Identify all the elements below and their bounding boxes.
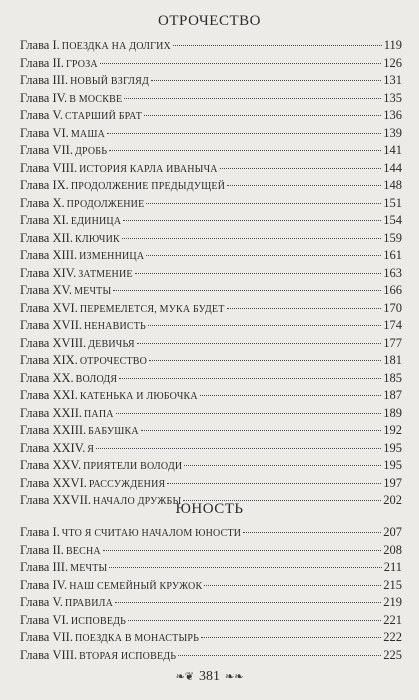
toc-entry <box>20 195 402 213</box>
chapter-label: Глава X. <box>20 195 65 210</box>
chapter-page-number: 166 <box>383 283 402 297</box>
dot-leader <box>137 343 381 344</box>
chapter-title: НАЧАЛО ДРУЖБЫ <box>93 496 182 507</box>
chapter-page-number: 163 <box>383 265 402 280</box>
chapter-page-number: 189 <box>383 405 402 420</box>
toc-entry <box>20 107 402 125</box>
toc-entry <box>20 300 402 318</box>
chapter-label: Глава V. <box>20 108 64 122</box>
chapter-label: Глава XVII. <box>20 318 82 332</box>
chapter-page-number: 221 <box>383 612 402 627</box>
chapter-page-number: 215 <box>383 577 402 592</box>
toc-entry <box>20 594 402 612</box>
chapter-label: Глава VI. <box>20 612 69 627</box>
dot-leader <box>100 63 381 64</box>
chapter-label: Глава I. <box>20 525 60 539</box>
chapter-page-number: 177 <box>383 335 402 350</box>
chapter-page-number: 197 <box>383 475 402 490</box>
toc-entry <box>20 230 402 248</box>
dot-leader <box>123 220 381 221</box>
chapter-page-number: 136 <box>383 108 402 122</box>
chapter-label: Глава XVIII. <box>20 335 87 350</box>
toc-entry <box>20 577 402 595</box>
section-title-otrochestvo: ОТРОЧЕСТВО <box>158 13 261 29</box>
dot-leader <box>204 585 381 586</box>
dot-leader <box>184 465 381 466</box>
dot-leader <box>201 637 381 638</box>
chapter-label: Глава II. <box>20 542 64 557</box>
toc-entry <box>20 212 402 230</box>
chapter-title: СТАРШИЙ БРАТ <box>65 111 143 122</box>
toc-entry <box>20 335 402 353</box>
toc-entry <box>20 125 402 143</box>
chapter-title: ГРОЗА <box>65 58 98 70</box>
chapter-label: Глава I. <box>20 38 60 52</box>
toc-entry <box>20 177 402 195</box>
dot-leader <box>146 255 381 256</box>
chapter-label: Глава XXVI. <box>20 475 87 490</box>
dot-leader <box>109 150 381 151</box>
chapter-page-number: 151 <box>383 195 402 210</box>
chapter-page-number: 185 <box>383 370 402 385</box>
chapter-label: Глава II. <box>20 55 64 70</box>
chapter-label: Глава XV. <box>20 283 73 297</box>
dot-leader <box>113 290 381 291</box>
toc-entry <box>20 422 402 440</box>
dot-leader <box>178 655 381 656</box>
toc-entry <box>20 405 402 423</box>
toc-entry <box>20 352 402 370</box>
chapter-page-number: 144 <box>383 160 402 175</box>
chapter-page-number: 174 <box>383 318 402 332</box>
chapter-title: РАССУЖДЕНИЯ <box>88 478 166 490</box>
chapter-label: Глава VII. <box>20 630 73 644</box>
toc-entry <box>20 55 402 73</box>
chapter-page-number: 148 <box>383 178 402 192</box>
chapter-page-number: 131 <box>383 73 402 87</box>
chapter-title: ПРОДОЛЖЕНИЕ <box>66 198 145 210</box>
chapter-page-number: 222 <box>383 630 402 644</box>
chapter-title: ИСПОВЕДЬ <box>70 615 127 627</box>
toc-entry <box>20 440 402 458</box>
page-number: 381 <box>199 669 220 684</box>
dot-leader <box>103 550 381 551</box>
chapter-label: Глава IX. <box>20 178 69 192</box>
chapter-page-number: 119 <box>383 38 402 52</box>
chapter-label: Глава V. <box>20 595 64 609</box>
toc-entry <box>20 542 402 560</box>
toc-list-otrochestvo <box>20 37 402 510</box>
chapter-label: Глава VII. <box>20 143 73 157</box>
chapter-label: Глава XI. <box>20 213 69 227</box>
chapter-title: ИЗМЕННИЦА <box>79 251 145 262</box>
chapter-title: ПОЕЗДКА НА ДОЛГИХ <box>61 41 171 52</box>
toc-entry <box>20 265 402 283</box>
dot-leader <box>173 45 382 46</box>
chapter-title: НОВЫЙ ВЗГЛЯД <box>70 76 150 87</box>
toc-entry <box>20 72 402 90</box>
dot-leader <box>146 203 381 204</box>
section-title-yunost: ЮНОСТЬ <box>175 501 244 517</box>
toc-entry <box>20 247 402 265</box>
dot-leader <box>151 80 381 81</box>
dot-leader <box>96 448 381 449</box>
chapter-title: Я <box>87 443 95 455</box>
chapter-page-number: 139 <box>383 125 402 140</box>
chapter-page-number: 219 <box>383 595 402 609</box>
chapter-label: Глава XIX. <box>20 353 78 367</box>
dot-leader <box>135 273 382 274</box>
chapter-page-number: 154 <box>383 213 402 227</box>
chapter-title: КЛЮЧИК <box>74 233 120 245</box>
chapter-label: Глава VI. <box>20 125 69 140</box>
toc-entry <box>20 629 402 647</box>
dot-leader <box>148 325 381 326</box>
chapter-page-number: 135 <box>383 90 402 105</box>
chapter-page-number: 192 <box>383 423 402 437</box>
chapter-title: ИСТОРИЯ КАРЛА ИВАНЫЧА <box>79 163 218 175</box>
chapter-page-number: 126 <box>383 55 402 70</box>
chapter-title: ЕДИНИЦА <box>70 216 122 227</box>
dot-leader <box>200 395 381 396</box>
chapter-title: ДЕВИЧЬЯ <box>88 338 135 350</box>
chapter-title: ПОЕЗДКА В МОНАСТЫРЬ <box>74 633 200 644</box>
chapter-title: НЕНАВИСТЬ <box>84 321 146 332</box>
toc-entry <box>20 612 402 630</box>
dot-leader <box>141 430 381 431</box>
chapter-label: Глава VIII. <box>20 160 78 175</box>
dot-leader <box>149 360 381 361</box>
chapter-page-number: 141 <box>383 143 402 157</box>
chapter-label: Глава VIII. <box>20 647 78 662</box>
chapter-title: ВОЛОДЯ <box>75 373 118 385</box>
chapter-label: Глава XXIII. <box>20 423 87 437</box>
dot-leader <box>122 238 381 239</box>
chapter-title: ДРОБЬ <box>74 146 108 157</box>
chapter-label: Глава IV. <box>20 577 68 592</box>
chapter-label: Глава XXVII. <box>20 493 92 507</box>
chapter-title: ЗАТМЕНИЕ <box>78 268 133 280</box>
chapter-page-number: 161 <box>383 248 402 262</box>
dot-leader <box>128 620 381 621</box>
chapter-title: В МОСКВЕ <box>69 93 123 105</box>
chapter-title: НАШ СЕМЕЙНЫЙ КРУЖОК <box>69 580 203 592</box>
toc-entry <box>20 387 402 405</box>
chapter-title: ПРИЯТЕЛИ ВОЛОДИ <box>83 461 183 472</box>
chapter-page-number: 202 <box>383 493 402 507</box>
chapter-title: МЕЧТЫ <box>74 286 112 297</box>
chapter-page-number: 207 <box>383 525 402 539</box>
toc-entry <box>20 524 402 542</box>
chapter-title: КАТЕНЬКА И ЛЮБОЧКА <box>79 391 198 402</box>
chapter-page-number: 208 <box>383 542 402 557</box>
toc-entry <box>20 160 402 178</box>
chapter-label: Глава XVI. <box>20 300 78 315</box>
chapter-page-number: 195 <box>383 458 402 472</box>
dot-leader <box>144 115 381 116</box>
chapter-title: ПРАВИЛА <box>65 598 114 609</box>
toc-entry <box>20 317 402 335</box>
chapter-title: ПЕРЕМЕЛЕТСЯ, МУКА БУДЕТ <box>79 303 225 315</box>
chapter-title: ЧТО Я СЧИТАЮ НАЧАЛОМ ЮНОСТИ <box>61 528 242 539</box>
toc-entry <box>20 559 402 577</box>
chapter-page-number: 159 <box>383 230 402 245</box>
toc-list-yunost <box>20 524 402 664</box>
floral-ornament-right-icon: ❧❧ <box>225 671 244 683</box>
dot-leader <box>243 532 381 533</box>
chapter-label: Глава III. <box>20 560 69 574</box>
chapter-label: Глава IV. <box>20 90 68 105</box>
dot-leader <box>115 602 381 603</box>
toc-entry <box>20 647 402 665</box>
chapter-label: Глава XXIV. <box>20 440 86 455</box>
toc-entry <box>20 142 402 160</box>
floral-ornament-left-icon: ❧❦ <box>175 671 194 683</box>
chapter-page-number: 170 <box>383 300 402 315</box>
chapter-title: БАБУШКА <box>88 426 139 437</box>
chapter-page-number: 187 <box>383 388 402 402</box>
chapter-label: Глава XXII. <box>20 405 82 420</box>
chapter-page-number: 181 <box>383 353 402 367</box>
chapter-title: ПАПА <box>84 408 114 420</box>
toc-entry <box>20 282 402 300</box>
chapter-page-number: 211 <box>383 560 402 574</box>
page-footer <box>0 668 419 686</box>
dot-leader <box>109 567 381 568</box>
chapter-title: ВТОРАЯ ИСПОВЕДЬ <box>79 650 177 662</box>
toc-entry <box>20 37 402 55</box>
chapter-title: МАША <box>70 128 106 140</box>
chapter-title: ВЕСНА <box>65 545 101 557</box>
toc-entry <box>20 90 402 108</box>
dot-leader <box>116 413 382 414</box>
chapter-label: Глава XII. <box>20 230 73 245</box>
dot-leader <box>119 378 381 379</box>
dot-leader <box>107 133 381 134</box>
chapter-title: МЕЧТЫ <box>70 563 108 574</box>
chapter-label: Глава III. <box>20 73 69 87</box>
dot-leader <box>167 483 381 484</box>
chapter-label: Глава XXI. <box>20 388 78 402</box>
chapter-label: Глава XX. <box>20 370 74 385</box>
chapter-label: Глава XXV. <box>20 458 82 472</box>
toc-entry <box>20 370 402 388</box>
chapter-title: ОТРОЧЕСТВО <box>79 356 148 367</box>
chapter-label: Глава XIV. <box>20 265 77 280</box>
dot-leader <box>227 308 382 309</box>
chapter-page-number: 195 <box>383 440 402 455</box>
chapter-page-number: 225 <box>383 647 402 662</box>
toc-entry <box>20 475 402 493</box>
dot-leader <box>124 98 381 99</box>
toc-entry <box>20 457 402 475</box>
chapter-title: ПРОДОЛЖЕНИЕ ПРЕДЫДУЩЕЙ <box>70 181 226 192</box>
dot-leader <box>220 168 382 169</box>
chapter-label: Глава XIII. <box>20 248 78 262</box>
dot-leader <box>227 185 381 186</box>
